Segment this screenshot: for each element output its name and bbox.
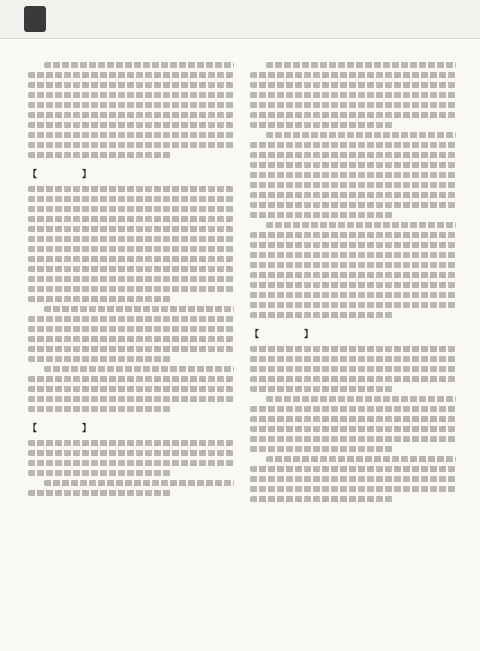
text-line-placeholder xyxy=(250,466,456,472)
text-line-placeholder xyxy=(250,152,456,158)
text-line-placeholder xyxy=(28,226,234,232)
text-line-placeholder xyxy=(28,196,234,202)
text-line-placeholder xyxy=(250,282,456,288)
text-line-placeholder xyxy=(250,162,456,168)
section-heading xyxy=(250,328,456,392)
text-line-placeholder xyxy=(250,476,456,482)
text-line-placeholder xyxy=(250,112,456,118)
text-line-placeholder xyxy=(250,272,456,278)
text-line-placeholder xyxy=(250,262,456,268)
text-line-placeholder xyxy=(44,480,234,486)
text-line-placeholder xyxy=(28,336,234,342)
text-line-placeholder xyxy=(250,212,394,218)
paragraph xyxy=(250,222,456,318)
text-line-placeholder xyxy=(250,142,456,148)
text-line-placeholder xyxy=(28,132,234,138)
text-line-placeholder xyxy=(28,266,234,272)
text-line-placeholder xyxy=(28,72,234,78)
text-line-placeholder xyxy=(28,276,234,282)
text-line-placeholder xyxy=(44,306,234,312)
text-line-placeholder xyxy=(250,376,456,382)
text-line-placeholder xyxy=(266,396,456,402)
paragraph xyxy=(250,456,456,502)
text-line-placeholder xyxy=(250,92,456,98)
text-line-placeholder xyxy=(266,62,456,68)
left-column xyxy=(28,58,234,623)
text-line-placeholder xyxy=(28,460,234,466)
text-line-placeholder xyxy=(250,486,456,492)
text-line-placeholder xyxy=(28,206,234,212)
paragraph xyxy=(28,366,234,412)
text-line-placeholder xyxy=(250,182,456,188)
text-line-placeholder xyxy=(250,102,456,108)
text-line-placeholder xyxy=(28,376,234,382)
text-line-placeholder xyxy=(250,346,456,352)
text-line-placeholder xyxy=(28,102,234,108)
text-line-placeholder xyxy=(28,142,234,148)
paragraph xyxy=(28,306,234,362)
right-column xyxy=(250,58,456,623)
text-line-placeholder xyxy=(28,82,234,88)
text-line-placeholder xyxy=(28,122,234,128)
text-line-placeholder xyxy=(266,456,456,462)
text-line-placeholder xyxy=(28,92,234,98)
text-line-placeholder xyxy=(28,396,234,402)
text-line-placeholder xyxy=(266,132,456,138)
section-heading xyxy=(28,422,234,476)
text-line-placeholder xyxy=(250,446,394,452)
text-line-placeholder xyxy=(250,252,456,258)
text-line-placeholder xyxy=(250,82,456,88)
text-line-placeholder xyxy=(250,242,456,248)
text-line-placeholder xyxy=(250,366,456,372)
text-line-placeholder xyxy=(250,232,456,238)
paragraph xyxy=(250,132,456,218)
text-line-placeholder xyxy=(28,490,172,496)
text-line-placeholder xyxy=(250,386,394,392)
paragraph xyxy=(250,396,456,452)
text-line-placeholder xyxy=(250,292,456,298)
text-line-placeholder xyxy=(250,172,456,178)
text-line-placeholder xyxy=(28,286,234,292)
section-heading xyxy=(28,168,234,302)
text-line-placeholder xyxy=(250,416,456,422)
text-line-placeholder xyxy=(44,366,234,372)
text-line-placeholder xyxy=(250,202,456,208)
paragraph xyxy=(28,62,234,158)
masthead-logo xyxy=(24,6,46,32)
text-line-placeholder xyxy=(250,356,456,362)
text-line-placeholder xyxy=(28,470,172,476)
page-header xyxy=(0,0,480,39)
text-line-placeholder xyxy=(250,496,394,502)
text-line-placeholder xyxy=(28,346,234,352)
text-line-placeholder xyxy=(28,356,172,362)
text-line-placeholder xyxy=(250,406,456,412)
text-line-placeholder xyxy=(28,236,234,242)
text-line-placeholder xyxy=(250,426,456,432)
paragraph xyxy=(28,480,234,496)
text-line-placeholder xyxy=(28,450,234,456)
text-line-placeholder xyxy=(28,326,234,332)
text-line-placeholder xyxy=(250,192,456,198)
text-line-placeholder xyxy=(28,152,172,158)
text-line-placeholder xyxy=(28,440,234,446)
text-line-placeholder xyxy=(250,122,394,128)
text-line-placeholder xyxy=(28,186,234,192)
text-line-placeholder xyxy=(28,406,172,412)
text-line-placeholder xyxy=(250,312,394,318)
text-line-placeholder xyxy=(28,296,172,302)
paragraph xyxy=(250,62,456,128)
text-line-placeholder xyxy=(28,316,234,322)
text-line-placeholder xyxy=(28,386,234,392)
text-line-placeholder xyxy=(250,302,456,308)
text-line-placeholder xyxy=(28,256,234,262)
text-line-placeholder xyxy=(44,62,234,68)
text-line-placeholder xyxy=(28,112,234,118)
text-line-placeholder xyxy=(250,436,456,442)
text-line-placeholder xyxy=(28,216,234,222)
text-line-placeholder xyxy=(266,222,456,228)
text-line-placeholder xyxy=(28,246,234,252)
text-line-placeholder xyxy=(250,72,456,78)
